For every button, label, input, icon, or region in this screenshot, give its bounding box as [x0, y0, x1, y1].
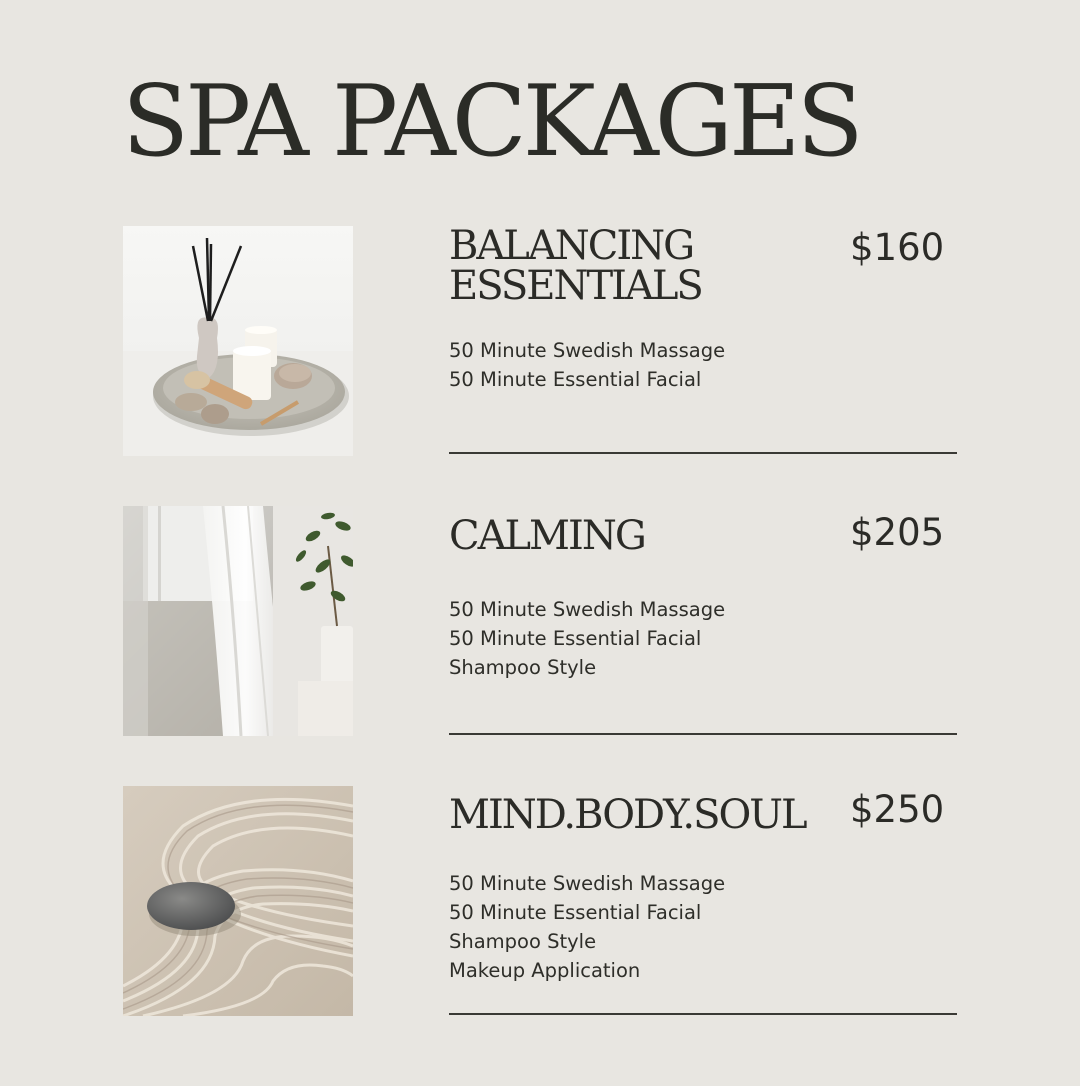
package-photo-curtain-plant [123, 506, 353, 736]
list-item: Shampoo Style [449, 656, 597, 679]
package-items-list [449, 869, 725, 985]
list-item: 50 Minute Essential Facial [449, 368, 702, 391]
list-item: 50 Minute Swedish Massage [449, 872, 726, 895]
package-items-list [449, 595, 725, 682]
package-balancing-essentials [0, 223, 1080, 526]
package-calming [0, 506, 1080, 806]
list-item: Makeup Application [449, 959, 641, 982]
package-price: $205 [850, 511, 945, 554]
package-name: MIND.BODY.SOUL [449, 792, 806, 838]
list-item: 50 Minute Essential Facial [449, 901, 702, 924]
list-item: Shampoo Style [449, 930, 597, 953]
divider [449, 733, 957, 735]
package-photo-zen-sand [123, 786, 353, 1016]
divider [449, 452, 957, 454]
page-title: SPA PACKAGES [122, 65, 860, 179]
divider [449, 1013, 957, 1015]
package-price: $160 [850, 226, 945, 269]
package-name: CALMING [449, 513, 645, 559]
package-price: $250 [850, 788, 945, 831]
package-name: BALANCING ESSENTIALS [449, 223, 702, 309]
list-item: 50 Minute Swedish Massage [449, 598, 726, 621]
list-item: 50 Minute Swedish Massage [449, 339, 726, 362]
list-item: 50 Minute Essential Facial [449, 627, 702, 650]
package-photo-diffuser [123, 226, 353, 456]
package-items-list [449, 336, 725, 394]
package-mind-body-soul [0, 786, 1080, 1086]
